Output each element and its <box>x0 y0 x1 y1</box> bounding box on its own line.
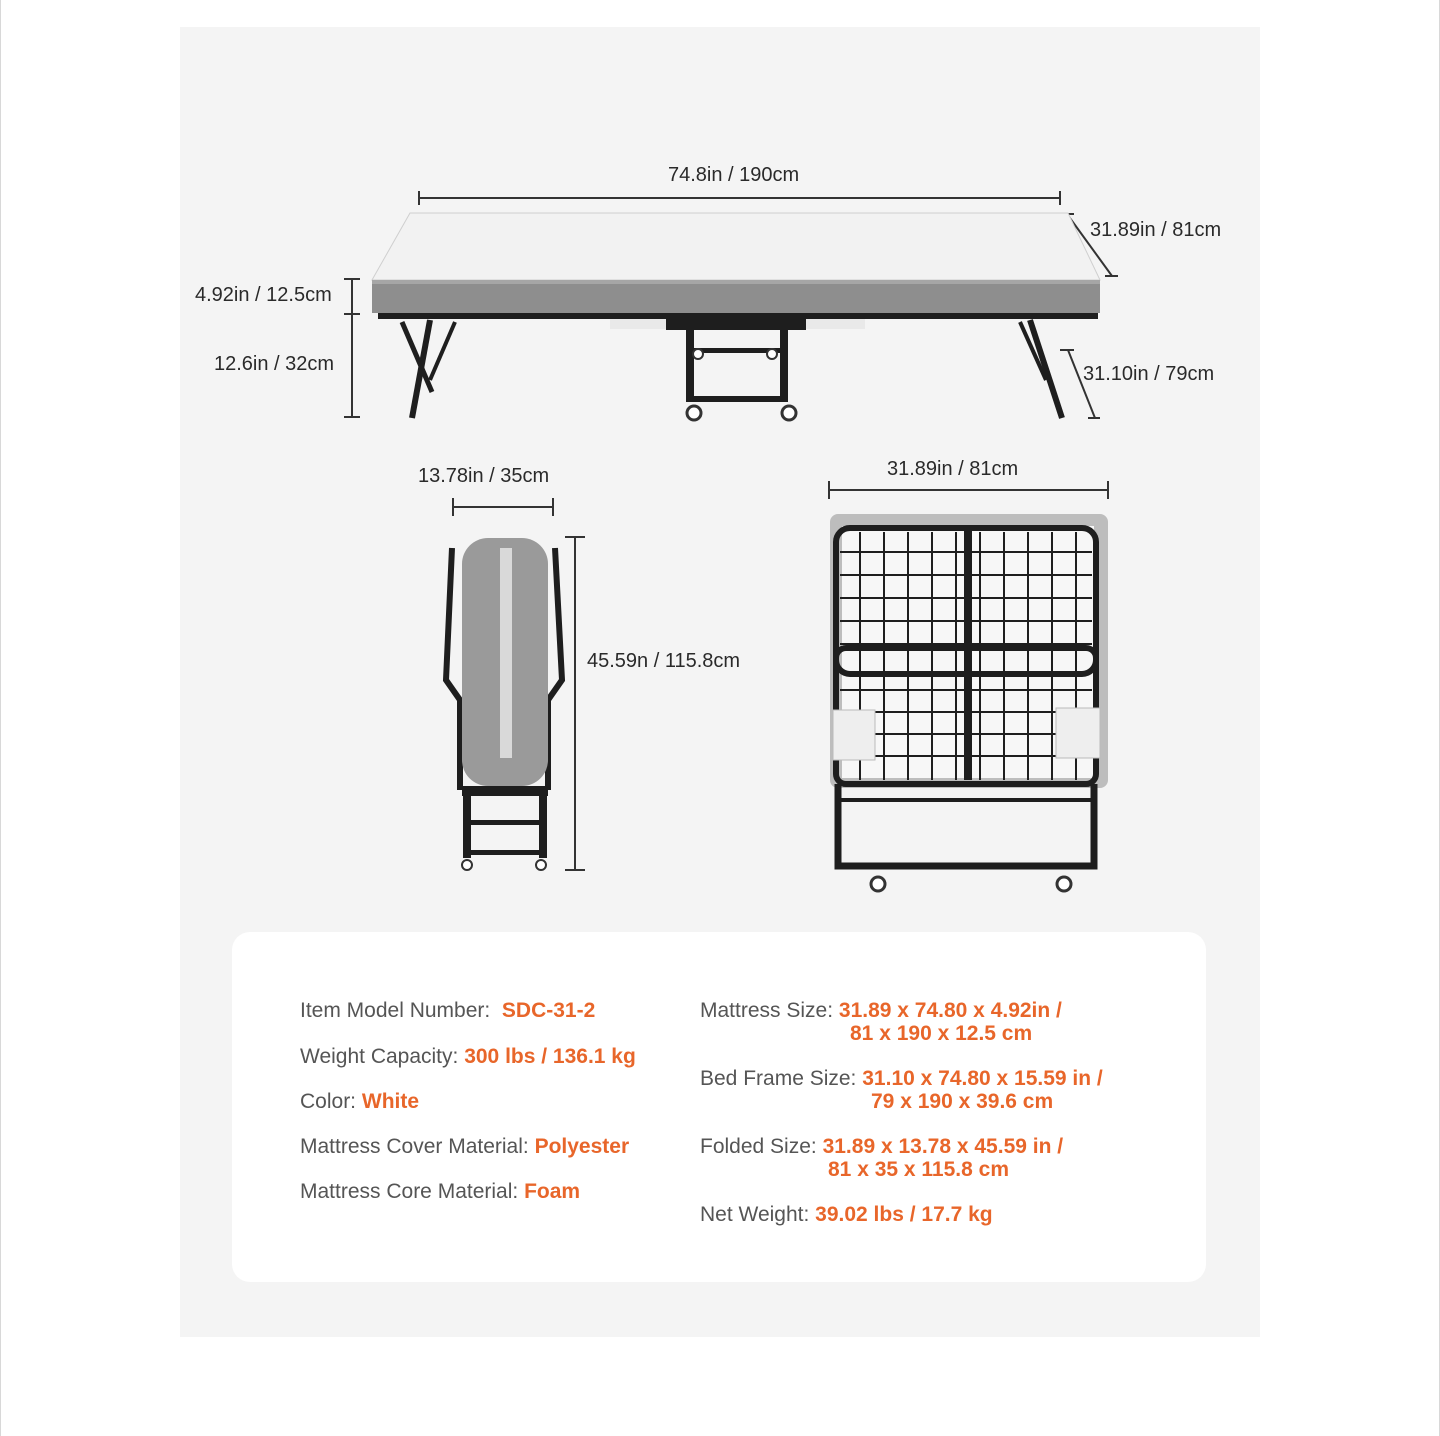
spec-frame-size <box>700 1067 1103 1113</box>
spec-core-label: Mattress Core Material: <box>300 1180 519 1203</box>
spec-capacity-value: 300 lbs / 136.1 kg <box>464 1045 636 1068</box>
spec-folded-size-line1: 31.89 x 13.78 x 45.59 in / <box>822 1135 1064 1158</box>
bed-side-view <box>344 191 1118 420</box>
spec-model <box>300 999 595 1022</box>
spec-mattress-size <box>700 999 1062 1045</box>
frame-height-label: 12.6in / 32cm <box>214 353 335 375</box>
spec-folded-size-label: Folded Size: <box>700 1135 817 1158</box>
spec-net-weight <box>700 1203 993 1226</box>
folded-front-view <box>829 481 1108 891</box>
folded-depth-label: 13.78in / 35cm <box>418 465 550 487</box>
spec-model-value: SDC-31-2 <box>501 999 596 1022</box>
spec-folded-size <box>700 1135 1063 1181</box>
folded-height-label: 45.59n / 115.8cm <box>587 650 741 672</box>
mattress-thickness-label: 4.92in / 12.5cm <box>195 284 332 306</box>
spec-mattress-size-label: Mattress Size: <box>700 999 834 1022</box>
spec-cover-value: Polyester <box>534 1135 630 1158</box>
total-width-label: 31.10in / 79cm <box>1083 363 1215 385</box>
spec-capacity-label: Weight Capacity: <box>300 1045 459 1068</box>
spec-frame-size-line1: 31.10 x 74.80 x 15.59 in / <box>862 1067 1103 1090</box>
spec-cover-label: Mattress Cover Material: <box>300 1135 529 1158</box>
length-label: 74.8in / 190cm <box>668 164 800 186</box>
spec-frame-size-line2: 79 x 190 x 39.6 cm <box>871 1090 1054 1113</box>
spec-core-value: Foam <box>524 1180 581 1203</box>
width-label: 31.89in / 81cm <box>1090 219 1222 241</box>
spec-mattress-size-line1: 31.89 x 74.80 x 4.92in / <box>838 999 1062 1022</box>
spec-net-weight-label: Net Weight: <box>700 1203 810 1226</box>
spec-mattress-size-line2: 81 x 190 x 12.5 cm <box>850 1022 1033 1045</box>
spec-folded-size-line2: 81 x 35 x 115.8 cm <box>828 1158 1009 1181</box>
spec-frame-size-label: Bed Frame Size: <box>700 1067 857 1090</box>
spec-net-weight-value: 39.02 lbs / 17.7 kg <box>815 1203 993 1226</box>
folded-width-label: 31.89in / 81cm <box>887 458 1019 480</box>
spec-color-value: White <box>361 1090 420 1113</box>
spec-color <box>300 1090 419 1113</box>
spec-color-label: Color: <box>300 1090 357 1113</box>
spec-core <box>300 1180 580 1203</box>
spec-capacity <box>300 1045 636 1068</box>
folded-side-view <box>446 498 585 870</box>
spec-cover <box>300 1135 629 1158</box>
spec-model-label: Item Model Number: <box>300 999 491 1022</box>
